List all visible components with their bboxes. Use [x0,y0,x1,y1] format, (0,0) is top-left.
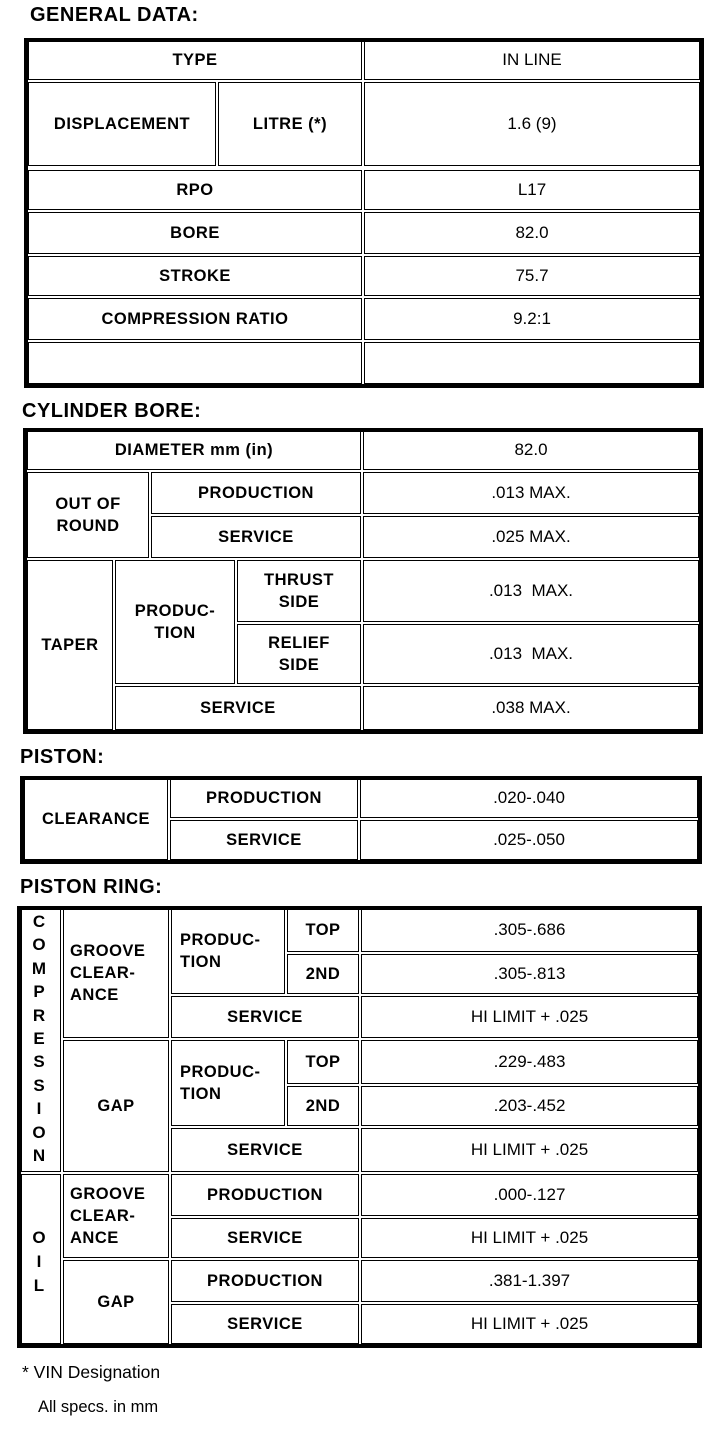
piston-production-value: .020-.040 [360,778,698,818]
vertical-letter: O [32,1122,46,1142]
stroke-value: 75.7 [364,256,700,296]
relief-side-value: .013 MAX. [363,624,699,684]
c-gap-label: GAP [63,1040,169,1172]
piston-service-label: SERVICE [170,820,358,860]
litre-label: LITRE (*) [218,82,362,166]
c-groove-2nd-value: .305-.813 [361,954,698,994]
vertical-letter: R [32,1005,46,1025]
type-label: TYPE [28,40,362,80]
piston-title: PISTON: [20,746,105,768]
c-groove-clearance-label: GROOVE CLEAR- ANCE [63,908,169,1038]
o-groove-service-value: HI LIMIT + .025 [361,1218,698,1258]
c-groove-service-value: HI LIMIT + .025 [361,996,698,1038]
oor-production-label: PRODUCTION [151,472,361,514]
rpo-value: L17 [364,170,700,210]
o-gap-production-value: .381-1.397 [361,1260,698,1302]
thrust-side-label: THRUST SIDE [237,560,361,622]
o-groove-production-label: PRODUCTION [171,1174,359,1216]
c-groove-top-value: .305-.686 [361,908,698,952]
empty-cell [28,342,362,384]
taper-label: TAPER [27,560,113,730]
displacement-label: DISPLACEMENT [28,82,216,166]
oil-vertical-label [30,1226,48,1298]
empty-cell [364,342,700,384]
bore-label: BORE [28,212,362,254]
vin-footnote: * VIN Designation [22,1362,161,1382]
c-groove-top-label: TOP [287,908,359,952]
vertical-letter: O [32,1228,46,1247]
vertical-letter: N [32,1145,46,1165]
c-gap-2nd-label: 2ND [287,1086,359,1126]
taper-production-label: PRODUC- TION [115,560,235,684]
piston-service-value: .025-.050 [360,820,698,860]
vertical-letter: S [33,1052,45,1072]
out-of-round-label: OUT OF ROUND [27,472,149,558]
c-groove-service-label: SERVICE [171,996,359,1038]
type-value: IN LINE [364,40,700,80]
o-groove-production-value: .000-.127 [361,1174,698,1216]
general-data-title: GENERAL DATA: [30,4,199,26]
thrust-side-value: .013 MAX. [363,560,699,622]
vertical-letter: E [33,1028,45,1048]
piston-ring-title: PISTON RING: [20,876,163,898]
o-groove-service-label: SERVICE [171,1218,359,1258]
vertical-letter: O [32,935,46,955]
vertical-letter: S [33,1075,45,1095]
compression-vertical-label [30,910,48,1167]
rpo-label: RPO [28,170,362,210]
c-gap-2nd-value: .203-.452 [361,1086,698,1126]
stroke-label: STROKE [28,256,362,296]
units-footnote: All specs. in mm [38,1398,159,1416]
c-gap-service-value: HI LIMIT + .025 [361,1128,698,1172]
taper-service-label: SERVICE [115,686,361,730]
c-gap-service-label: SERVICE [171,1128,359,1172]
oor-production-value: .013 MAX. [363,472,699,514]
vertical-letter: L [33,1276,45,1295]
oor-service-label: SERVICE [151,516,361,558]
compression-ratio-value: 9.2:1 [364,298,700,340]
c-groove-production-label: PRODUC- TION [171,908,285,994]
oor-service-value: .025 MAX. [363,516,699,558]
c-gap-top-label: TOP [287,1040,359,1084]
relief-side-label: RELIEF SIDE [237,624,361,684]
compression-ratio-label: COMPRESSION RATIO [28,298,362,340]
diameter-label: DIAMETER mm (in) [27,430,361,470]
litre-value: 1.6 (9) [364,82,700,166]
diameter-value: 82.0 [363,430,699,470]
c-gap-production-label: PRODUC- TION [171,1040,285,1126]
vertical-letter: C [32,912,46,931]
clearance-label: CLEARANCE [24,778,168,860]
o-gap-service-label: SERVICE [171,1304,359,1344]
vertical-letter: M [31,958,47,978]
cylinder-bore-title: CYLINDER BORE: [22,400,202,422]
o-gap-production-label: PRODUCTION [171,1260,359,1302]
o-groove-clearance-label: GROOVE CLEAR- ANCE [63,1174,169,1258]
o-gap-service-value: HI LIMIT + .025 [361,1304,698,1344]
vertical-letter: I [36,1099,42,1119]
c-gap-top-value: .229-.483 [361,1040,698,1084]
c-groove-2nd-label: 2ND [287,954,359,994]
vertical-letter: P [33,982,45,1002]
vertical-letter: I [36,1252,42,1271]
bore-value: 82.0 [364,212,700,254]
piston-production-label: PRODUCTION [170,778,358,818]
taper-service-value: .038 MAX. [363,686,699,730]
o-gap-label: GAP [63,1260,169,1344]
